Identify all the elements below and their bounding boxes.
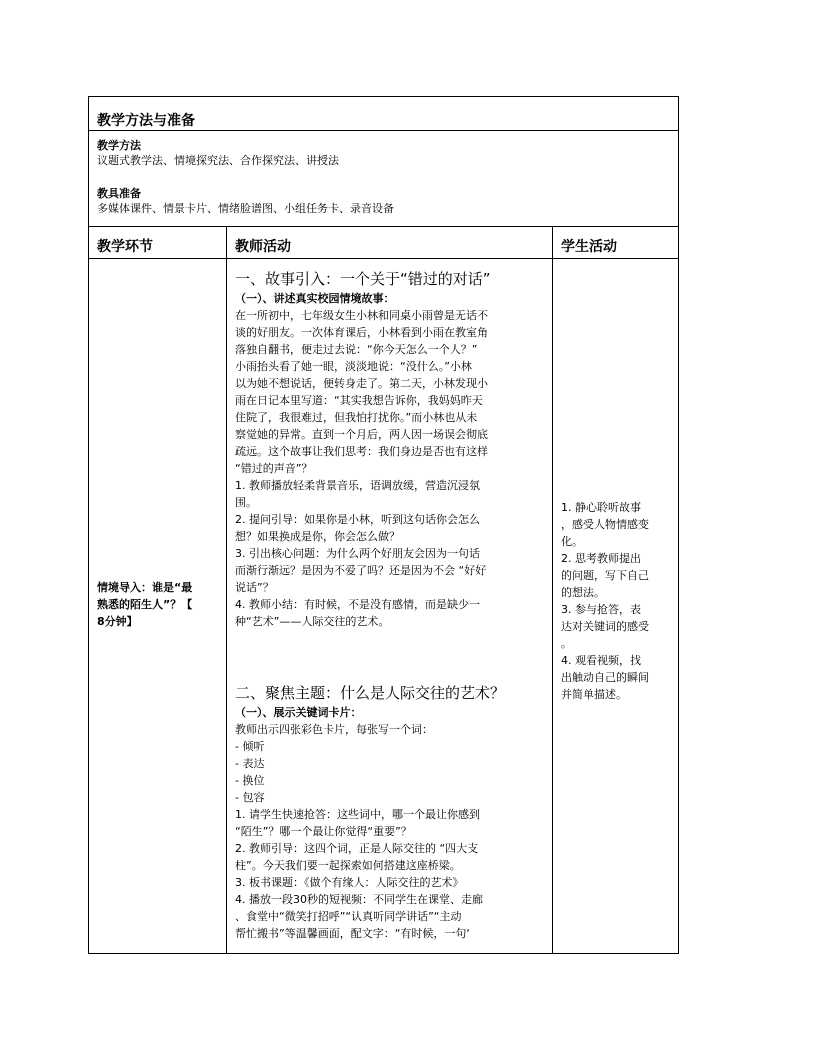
phase-cell xyxy=(97,579,221,630)
text-line: 察觉她的异常。直到一个月后，两人因一场误会彻底 xyxy=(235,428,488,441)
text-line: 说话”？ xyxy=(235,581,274,594)
section-title-row xyxy=(89,97,678,131)
column-header-phase: 教学环节 xyxy=(97,239,153,255)
text-line: 教师出示四张彩色卡片，每张写一个词： xyxy=(235,723,433,736)
text-line: 1. 请学生快速抢答：这些词中，哪一个最让你感到 xyxy=(235,808,480,821)
text-line: - 换位 xyxy=(235,774,265,787)
text-line: 化。 xyxy=(561,535,583,548)
text-line: - 倾听 xyxy=(235,740,265,753)
phase-line: 熟悉的陌生人”？【 xyxy=(97,598,193,611)
text-line: 帮忙搬书”等温馨画面，配文字：“有时候，一句‘ xyxy=(235,927,470,940)
text-line: 。 xyxy=(561,637,572,650)
text-line: 以为她不想说话，便转身走了。第二天，小林发现小 xyxy=(235,377,488,390)
student-activities xyxy=(561,499,671,703)
text-line: 4. 播放一段30秒的短视频：不同学生在课堂、走廊 xyxy=(235,893,483,906)
part2-title: 二、聚焦主题：什么是人际交往的艺术？ xyxy=(235,684,506,702)
column-header-teacher: 教师活动 xyxy=(235,239,291,255)
text-line: 柱”。今天我们要一起探索如何搭建这座桥梁。 xyxy=(235,859,461,872)
body-row xyxy=(89,259,678,953)
section-title: 教学方法与准备 xyxy=(97,113,195,129)
text-line: 、食堂中“微笑打招呼”“认真听同学讲话”“主动 xyxy=(235,910,462,923)
text-line: 疏远。这个故事让我们思考：我们身边是否也有这样 xyxy=(235,445,488,458)
column-header-row xyxy=(89,227,678,259)
text-line: “错过的声音”？ xyxy=(235,462,313,475)
text-line: 2. 教师引导：这四个词，正是人际交往的 “四大支 xyxy=(235,842,479,855)
text-line: 3. 参与抢答，表 xyxy=(561,603,641,616)
text-line: 4. 教师小结：有时候，不是没有感情，而是缺少一 xyxy=(235,598,480,611)
text-line: 2. 提问引导：如果你是小林，听到这句话你会怎么 xyxy=(235,513,480,526)
text-line: 1. 静心聆听故事 xyxy=(561,501,641,514)
text-line: 雨在日记本里写道：“其实我想告诉你，我妈妈昨天 xyxy=(235,394,483,407)
text-line: 3. 引出核心问题：为什么两个好朋友会因为一句话 xyxy=(235,547,480,560)
text-line: 小雨抬头看了她一眼，淡淡地说：“没什么。”小林 xyxy=(235,360,472,373)
text-line: - 包容 xyxy=(235,791,265,804)
text-line: 的问题，写下自己 xyxy=(561,569,649,582)
tools-text: 多媒体课件、情景卡片、情绪脸谱图、小组任务卡、录音设备 xyxy=(97,202,394,215)
text-line: 种“艺术”——人际交往的艺术。 xyxy=(235,615,390,628)
text-line: 3. 板书课题：《做个有缘人：人际交往的艺术》 xyxy=(235,876,464,889)
text-line: 1. 教师播放轻柔背景音乐，语调放缓，营造沉浸氛 xyxy=(235,479,480,492)
text-line: 并简单描述。 xyxy=(561,688,627,701)
phase-line: 情境导入：谁是“最 xyxy=(97,581,193,594)
part2-block xyxy=(235,683,505,942)
text-line: “陌生”？哪一个最让你觉得“重要”？ xyxy=(235,825,412,838)
tools-label: 教具准备 xyxy=(97,187,141,200)
text-line: 而渐行渐远？是因为不爱了吗？还是因为不会 “好好 xyxy=(235,564,487,577)
text-line: 在一所初中，七年级女生小林和同桌小雨曾是无话不 xyxy=(235,309,488,322)
text-line: 的想法。 xyxy=(561,586,605,599)
text-line: 谈的好朋友。一次体育课后，小林看到小雨在教室角 xyxy=(235,326,488,339)
lesson-plan-table xyxy=(88,96,679,954)
text-line: 想？如果换成是你，你会怎么做？ xyxy=(235,530,400,543)
part1-subtitle: （一）、讲述真实校园情境故事： xyxy=(235,292,395,305)
column-header-student: 学生活动 xyxy=(561,239,617,255)
text-line: 出触动自己的瞬间 xyxy=(561,671,649,684)
methods-row xyxy=(89,131,678,227)
text-line: 4. 观看视频，找 xyxy=(561,654,641,667)
part2-subtitle: （一）、展示关键词卡片： xyxy=(235,706,362,719)
methods-label: 教学方法 xyxy=(97,139,141,152)
text-line: 住院了，我很难过，但我怕打扰你。”而小林也从未 xyxy=(235,411,478,424)
text-line: ，感受人物情感变 xyxy=(561,518,649,531)
text-line: 达对关键词的感受 xyxy=(561,620,649,633)
text-line: 2. 思考教师提出 xyxy=(561,552,641,565)
phase-line: 8分钟】 xyxy=(97,615,138,628)
methods-text: 议题式教学法、情境探究法、合作探究法、讲授法 xyxy=(97,154,339,167)
text-line: - 表达 xyxy=(235,757,265,770)
text-line: 落独自翻书，便走过去说：“你今天怎么一个人？” xyxy=(235,343,478,356)
part1-block xyxy=(235,269,491,630)
text-line: 围。 xyxy=(235,496,257,509)
part1-title: 一、故事引入：一个关于“错过的对话” xyxy=(235,270,491,288)
